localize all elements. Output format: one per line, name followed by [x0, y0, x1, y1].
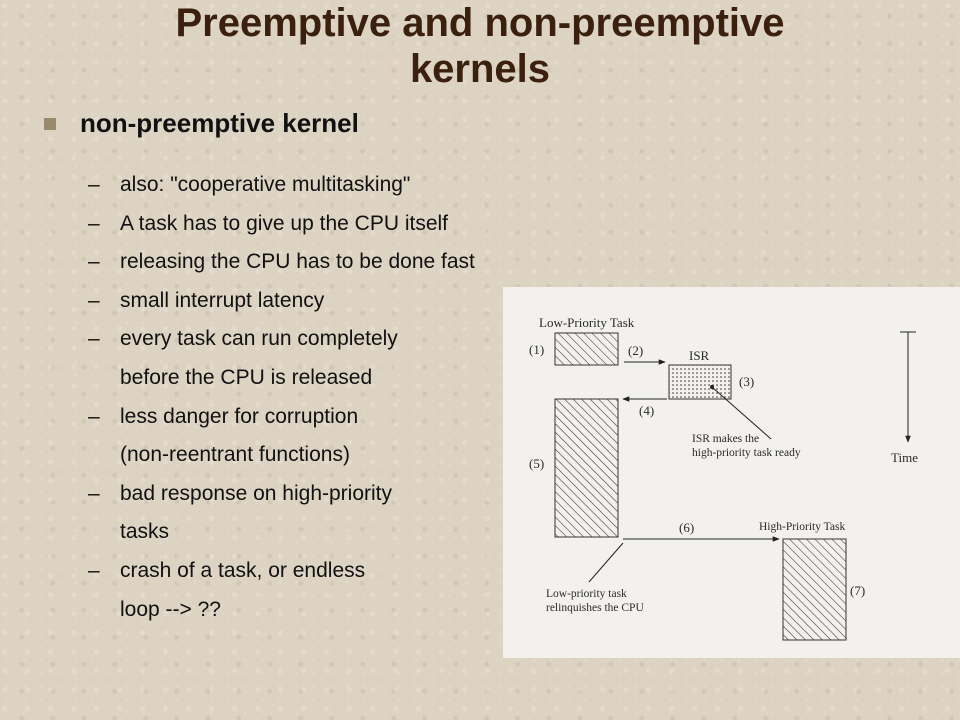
- sub-bullet-text: crash of a task, or endless: [120, 558, 366, 582]
- square-bullet-icon: [44, 118, 56, 130]
- isr-label: ISR: [689, 348, 710, 363]
- dash-icon: –: [88, 211, 100, 235]
- dash-icon: –: [88, 404, 100, 428]
- step-1-label: (1): [529, 342, 545, 357]
- sub-bullet: [88, 282, 475, 321]
- sub-bullet: [88, 166, 475, 205]
- step-4-label: (4): [639, 403, 655, 418]
- slide-title: [0, 0, 960, 92]
- sub-bullet: [88, 475, 475, 514]
- dash-icon: –: [88, 173, 100, 196]
- dash-icon: –: [88, 327, 100, 351]
- high-priority-task-label: High-Priority Task: [759, 521, 846, 533]
- step-2-label: (2): [628, 343, 644, 358]
- sub-bullet-continuation: [88, 513, 475, 552]
- kernel-timing-diagram: [503, 287, 960, 658]
- low-priority-task-block-1: [555, 333, 618, 365]
- sub-bullet-text: loop --> ??: [120, 597, 221, 621]
- sub-bullet: [88, 398, 475, 437]
- dash-icon: –: [88, 250, 100, 274]
- step-3-label: (3): [739, 374, 755, 389]
- sub-bullet: [88, 205, 475, 244]
- sub-bullet-text: (non-reentrant functions): [120, 443, 350, 467]
- sub-bullet-text: before the CPU is released: [120, 365, 373, 389]
- relinquish-note-line-2: relinquishes the CPU: [546, 602, 644, 614]
- isr-note-pointer: [712, 387, 771, 439]
- sub-bullet-text: A task has to give up the CPU itself: [120, 211, 449, 235]
- time-label: Time: [891, 450, 918, 465]
- sub-bullet: [88, 243, 475, 282]
- isr-block: [669, 365, 731, 399]
- sub-bullet-text: tasks: [120, 520, 170, 544]
- sub-bullet: [88, 320, 475, 359]
- sub-bullet-text: less danger for corruption: [120, 404, 359, 428]
- sub-bullet-text: bad response on high-priority: [120, 481, 392, 505]
- sub-bullet-continuation: [88, 591, 475, 630]
- relinquish-note-line-1: Low-priority task: [546, 588, 627, 600]
- step-7-label: (7): [850, 583, 866, 598]
- step-5-label: (5): [529, 456, 545, 471]
- dash-icon: –: [88, 288, 100, 312]
- isr-note-line-1: ISR makes the: [692, 433, 760, 445]
- sub-bullet-continuation: [88, 436, 475, 475]
- sub-bullet-list: [88, 166, 475, 629]
- sub-bullet-text: also: "cooperative multitasking": [120, 173, 411, 196]
- step-6-label: (6): [679, 520, 695, 535]
- sub-bullet: [88, 552, 475, 591]
- title-line-1: Preemptive and non-preemptive: [175, 1, 785, 45]
- isr-note-line-2: high-priority task ready: [692, 447, 801, 459]
- high-priority-task-block: [783, 539, 846, 640]
- relinquish-pointer: [589, 543, 623, 582]
- low-priority-task-block-2: [555, 399, 618, 537]
- low-priority-task-label: Low-Priority Task: [539, 315, 635, 330]
- title-line-2: kernels: [409, 47, 551, 91]
- main-bullet-text: non-preemptive kernel: [80, 108, 359, 138]
- sub-bullet-continuation: [88, 359, 475, 398]
- dash-icon: –: [88, 481, 100, 505]
- dash-icon: –: [88, 558, 100, 582]
- sub-bullet-text: releasing the CPU has to be done fast: [120, 250, 475, 274]
- sub-bullet-text: every task can run completely: [120, 327, 398, 351]
- sub-bullet-text: small interrupt latency: [120, 288, 325, 312]
